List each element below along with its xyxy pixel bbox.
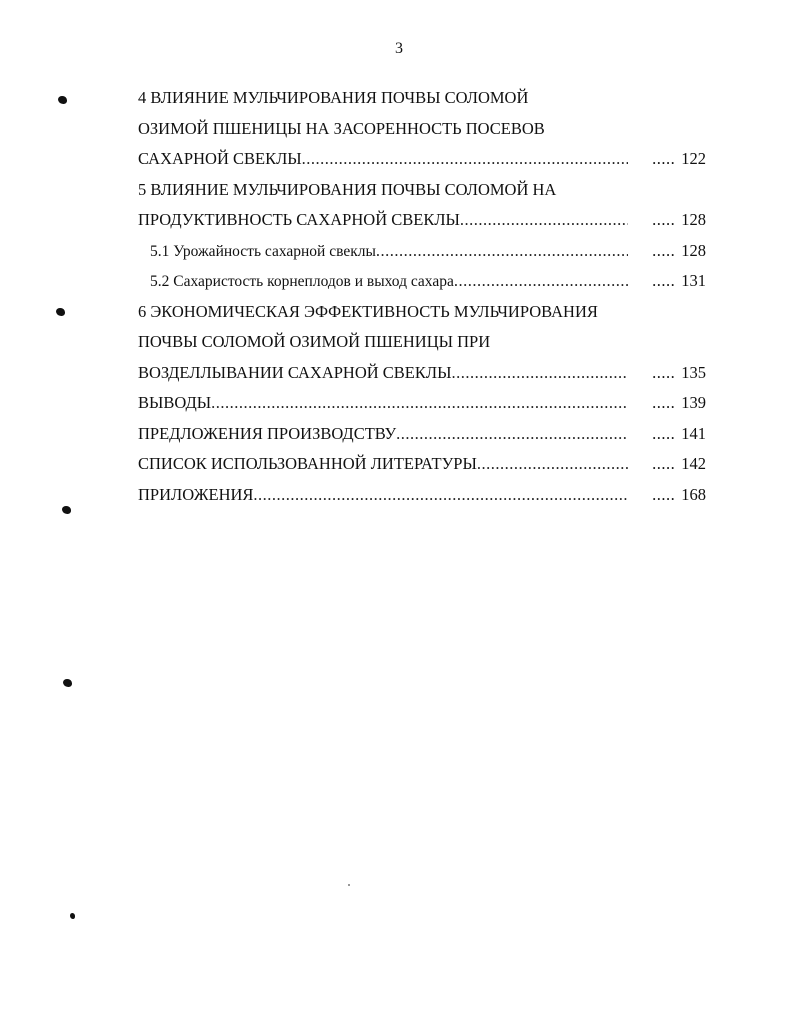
toc-entry-text: ПОЧВЫ СОЛОМОЙ ОЗИМОЙ ПШЕНИЦЫ ПРИ — [138, 332, 491, 351]
page-number-value: 122 — [681, 149, 706, 168]
scan-speck — [70, 913, 75, 919]
page-leader-dots: ..... — [652, 271, 676, 290]
scan-speck — [348, 884, 350, 886]
toc-line — [138, 175, 706, 206]
dot-leader — [396, 419, 628, 450]
toc-line — [138, 205, 706, 236]
table-of-contents — [138, 83, 706, 510]
toc-line — [138, 449, 706, 480]
toc-line — [138, 114, 706, 145]
scan-speck — [63, 679, 72, 687]
toc-page-number — [628, 144, 706, 175]
toc-entry-text: 5 ВЛИЯНИЕ МУЛЬЧИРОВАНИЯ ПОЧВЫ СОЛОМОЙ НА — [138, 179, 557, 199]
toc-line — [138, 419, 706, 450]
toc-line — [138, 144, 706, 175]
toc-line — [138, 358, 706, 389]
toc-line — [138, 388, 706, 419]
toc-entry-text: СПИСОК ИСПОЛЬЗОВАННОЙ ЛИТЕРАТУРЫ — [138, 454, 477, 473]
dot-leader — [454, 266, 628, 297]
page-leader-dots: ..... — [652, 484, 676, 504]
page-number-value: 142 — [681, 454, 706, 473]
page-number-value: 168 — [681, 484, 706, 504]
toc-entry-text: 4 ВЛИЯНИЕ МУЛЬЧИРОВАНИЯ ПОЧВЫ СОЛОМОЙ — [138, 88, 529, 107]
scan-speck — [56, 308, 65, 316]
page-leader-dots: ..... — [652, 362, 676, 382]
scan-speck — [58, 96, 67, 104]
toc-entry-text: ВОЗДЕЛЛЫВАНИИ САХАРНОЙ СВЕКЛЫ — [138, 362, 452, 382]
scan-speck — [62, 506, 71, 514]
toc-page-number — [628, 480, 706, 511]
toc-line — [138, 83, 706, 114]
toc-line — [138, 236, 706, 267]
toc-page-number — [628, 236, 706, 267]
page-leader-dots: ..... — [652, 393, 676, 412]
toc-entry-text: САХАРНОЙ СВЕКЛЫ — [138, 149, 302, 168]
dot-leader — [451, 358, 628, 389]
page-leader-dots: ..... — [652, 423, 676, 443]
toc-page-number — [628, 205, 706, 236]
page-number: 3 — [395, 40, 403, 57]
toc-page-number — [628, 388, 706, 419]
toc-page-number — [628, 419, 706, 450]
toc-entry-text: ПРЕДЛОЖЕНИЯ ПРОИЗВОДСТВУ — [138, 423, 397, 443]
dot-leader — [211, 388, 628, 419]
toc-line — [138, 327, 706, 358]
page-number-value: 141 — [681, 423, 706, 443]
dot-leader — [460, 205, 628, 236]
toc-entry-text: ОЗИМОЙ ПШЕНИЦЫ НА ЗАСОРЕННОСТЬ ПОСЕВОВ — [138, 118, 545, 138]
toc-page-number — [628, 358, 706, 389]
toc-entry-text: ПРИЛОЖЕНИЯ — [138, 484, 254, 504]
page-leader-dots: ..... — [652, 149, 676, 168]
toc-entry-text: ПРОДУКТИВНОСТЬ САХАРНОЙ СВЕКЛЫ — [138, 210, 460, 229]
page-leader-dots: ..... — [652, 454, 676, 473]
page-number-value: 135 — [681, 362, 706, 382]
toc-line — [138, 480, 706, 511]
toc-page-number — [628, 266, 706, 297]
dot-leader — [477, 449, 628, 480]
toc-line — [138, 266, 706, 297]
page-number-value: 139 — [681, 393, 706, 412]
toc-entry-text: ВЫВОДЫ — [138, 393, 212, 412]
dot-leader — [376, 236, 628, 267]
toc-line — [138, 297, 706, 328]
toc-entry-text: 6 ЭКОНОМИЧЕСКАЯ ЭФФЕКТИВНОСТЬ МУЛЬЧИРОВАНИЯ — [138, 301, 598, 321]
toc-page-number — [628, 449, 706, 480]
dot-leader — [302, 144, 628, 175]
dot-leader — [253, 480, 628, 511]
page-leader-dots: ..... — [652, 210, 676, 229]
page-number-value: 128 — [681, 210, 706, 229]
toc-entry-text: 5.1 Урожайность сахарной свеклы — [150, 242, 376, 260]
page-number-value: 128 — [681, 240, 706, 260]
page-leader-dots: ..... — [652, 240, 676, 260]
toc-entry-text: 5.2 Сахаристость корнеплодов и выход сахара — [150, 273, 454, 290]
page-number-value: 131 — [681, 271, 706, 290]
